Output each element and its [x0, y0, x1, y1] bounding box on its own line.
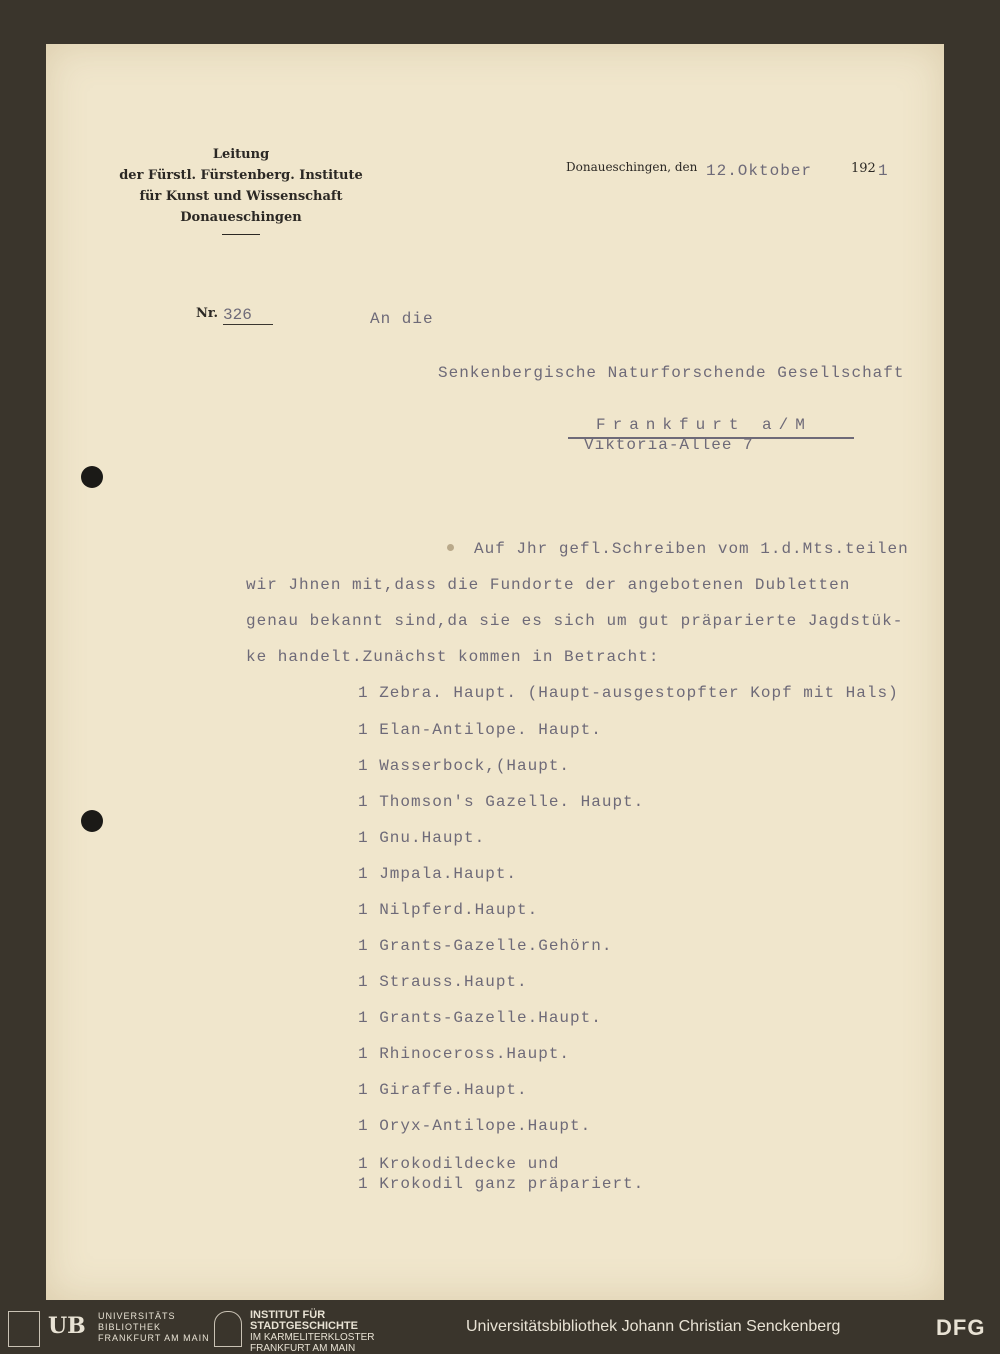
- address-line-3: Frankfurt a/M: [596, 416, 812, 434]
- ink-dot: [447, 544, 454, 551]
- list-item: 1 Elan-Antilope. Haupt.: [358, 721, 602, 739]
- list-item: 1 Thomson's Gazelle. Haupt.: [358, 793, 645, 811]
- dfg-logo: DFG: [936, 1315, 986, 1340]
- body-line: Auf Jhr gefl.Schreiben vom 1.d.Mts.teilen: [474, 540, 909, 558]
- footer-bar: [0, 1303, 1000, 1352]
- ub-logo: UB: [48, 1313, 86, 1339]
- list-item: 1 Rhinoceross.Haupt.: [358, 1045, 571, 1063]
- isg-line: STADTGESCHICHTE: [250, 1320, 358, 1332]
- reference-number: 326: [223, 306, 273, 325]
- footer-title: Universitätsbibliothek Johann Christian Senckenberg: [466, 1318, 841, 1335]
- reference-label: Nr.: [196, 306, 219, 321]
- punch-hole-bottom: [81, 810, 103, 832]
- body-line: ke handelt.Zunächst kommen in Betracht:: [246, 648, 660, 666]
- ub-line: BIBLIOTHEK: [98, 1322, 162, 1332]
- ub-line: FRANKFURT AM MAIN: [98, 1333, 210, 1343]
- isg-line: IM KARMELITERKLOSTER: [250, 1332, 375, 1343]
- punch-hole-top: [81, 466, 103, 488]
- body-line: genau bekannt sind,da sie es sich um gut präparierte Jagdstük-: [246, 612, 904, 630]
- address-line-1: An die: [370, 310, 434, 328]
- list-item: 1 Krokodil ganz präpariert.: [358, 1175, 645, 1193]
- list-item: 1 Wasserbock,(Haupt.: [358, 757, 571, 775]
- letter-page: [46, 44, 944, 1300]
- letterhead-line: Leitung: [212, 147, 270, 162]
- body-line: wir Jhnen mit,dass die Fundorte der angebotenen Dubletten: [246, 576, 851, 594]
- list-item: 1 Giraffe.Haupt.: [358, 1081, 528, 1099]
- ub-wordmark: [98, 1311, 210, 1344]
- list-item: 1 Oryx-Antilope.Haupt.: [358, 1117, 592, 1135]
- dateline-year-suffix: 1: [878, 162, 888, 180]
- letterhead-line: für Kunst und Wissenschaft: [139, 189, 343, 204]
- letterhead: [116, 144, 366, 235]
- letterhead-line: der Fürstl. Fürstenberg. Institute: [119, 168, 363, 183]
- list-item: 1 Grants-Gazelle.Gehörn.: [358, 937, 613, 955]
- list-item: 1 Grants-Gazelle.Haupt.: [358, 1009, 602, 1027]
- list-item: 1 Jmpala.Haupt.: [358, 865, 518, 883]
- address-line-4: Viktoria-Allee 7: [584, 436, 754, 454]
- isg-wordmark: [250, 1310, 374, 1354]
- ub-line: UNIVERSITÄTS: [98, 1311, 176, 1321]
- list-item: 1 Strauss.Haupt.: [358, 973, 528, 991]
- isg-line: FRANKFURT AM MAIN: [250, 1343, 356, 1354]
- isg-arch-icon: [214, 1311, 242, 1347]
- address-line-2: Senkenbergische Naturforschende Gesellschaft: [438, 364, 905, 382]
- dateline-place: Donaueschingen, den: [566, 160, 698, 174]
- letterhead-line: Donaueschingen: [180, 210, 302, 225]
- list-item: 1 Krokodildecke und: [358, 1155, 560, 1173]
- list-item: 1 Zebra. Haupt. (Haupt-ausgestopfter Kopf mit Hals): [358, 684, 899, 702]
- letterhead-rule: [222, 234, 260, 235]
- list-item: 1 Gnu.Haupt.: [358, 829, 486, 847]
- dateline-date: 12.Oktober: [706, 162, 813, 180]
- isg-line: INSTITUT FÜR: [250, 1309, 326, 1321]
- list-item: 1 Nilpferd.Haupt.: [358, 901, 539, 919]
- ub-emblem-icon: [8, 1311, 40, 1347]
- dateline-year-prefix: 192: [851, 161, 876, 176]
